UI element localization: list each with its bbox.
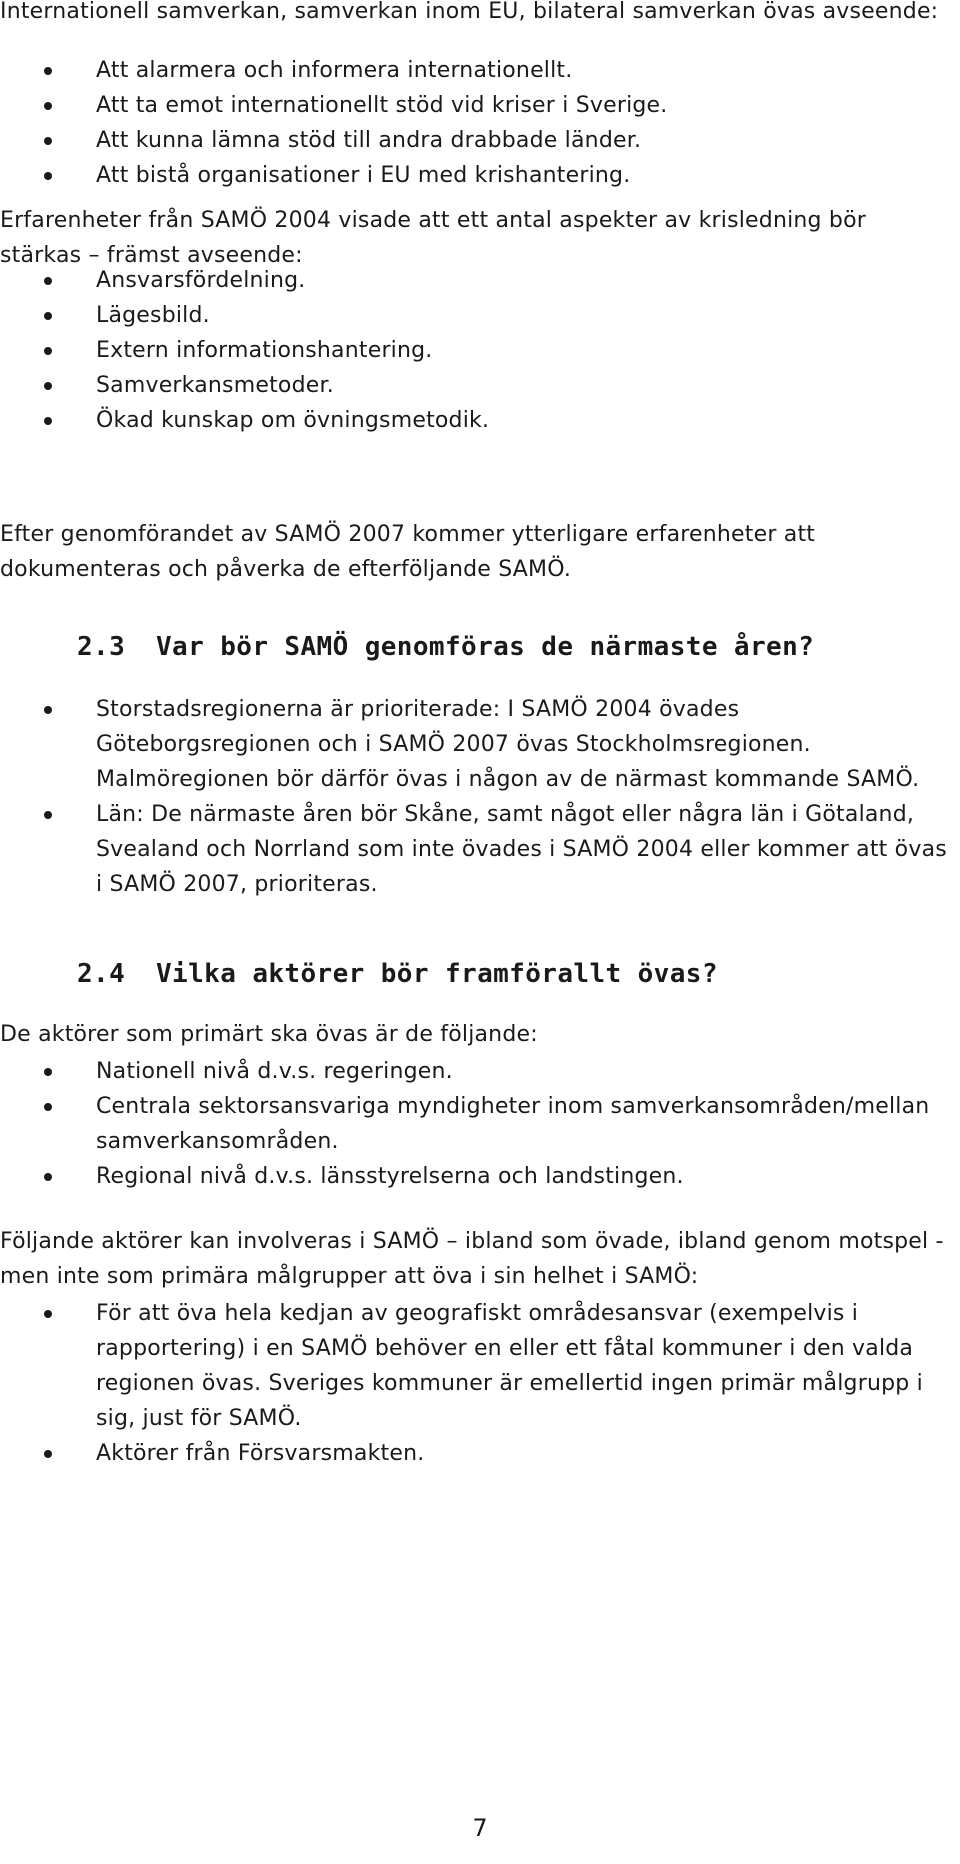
list-item: Ökad kunskap om övningsmetodik. bbox=[0, 403, 952, 438]
list-item: Att ta emot internationellt stöd vid kriser i Sverige. bbox=[0, 88, 952, 123]
list-item: Att bistå organisationer i EU med krishantering. bbox=[0, 158, 952, 193]
intl-list bbox=[0, 53, 952, 193]
bullet-icon bbox=[44, 811, 52, 819]
list-item: Storstadsregionerna är prioriterade: I SAMÖ 2004 övades Göteborgsregionen och i SAMÖ 2007 övas Stockholmsregionen. Malmöregionen bör därför övas i någon av de närmast kommande SAMÖ. bbox=[0, 692, 952, 797]
bullet-icon bbox=[44, 67, 52, 75]
section-heading-2-3 bbox=[0, 629, 952, 665]
list-item: Centrala sektorsansvariga myndigheter inom samverkansområden/mellan samverkansområden. bbox=[0, 1089, 952, 1159]
bullet-icon bbox=[44, 137, 52, 145]
bullet-icon bbox=[44, 312, 52, 320]
section-number: 2.3 bbox=[77, 632, 126, 662]
actors-list bbox=[0, 1054, 952, 1194]
section-title: Vilka aktörer bör framförallt övas? bbox=[156, 959, 718, 989]
list-item: Aktörer från Försvarsmakten. bbox=[0, 1436, 952, 1471]
list-item: Samverkansmetoder. bbox=[0, 368, 952, 403]
experience-intro: Erfarenheter från SAMÖ 2004 visade att ett antal aspekter av krisledning bör stärkas – främst avseende: bbox=[0, 208, 866, 268]
list-item: Att alarmera och informera internationellt. bbox=[0, 53, 952, 88]
bullet-icon bbox=[44, 1068, 52, 1076]
bullet-icon bbox=[44, 1310, 52, 1318]
bullet-icon bbox=[44, 1450, 52, 1458]
list-item: Extern informationshantering. bbox=[0, 333, 952, 368]
list-item: Att kunna lämna stöd till andra drabbade länder. bbox=[0, 123, 952, 158]
after-paragraph: Efter genomförandet av SAMÖ 2007 kommer ytterligare erfarenheter att dokumenteras och påverka de efterföljande SAMÖ. bbox=[0, 522, 816, 582]
bullet-icon bbox=[44, 417, 52, 425]
bullet-icon bbox=[44, 1173, 52, 1181]
intl-intro: Internationell samverkan, samverkan inom EU, bilateral samverkan övas avseende: bbox=[0, 0, 939, 24]
list-item: Regional nivå d.v.s. länsstyrelserna och landstingen. bbox=[0, 1159, 952, 1194]
list-item: Lägesbild. bbox=[0, 298, 952, 333]
other-actors-intro: Följande aktörer kan involveras i SAMÖ – ibland som övade, ibland genom motspel - men inte som primära målgrupper att öva i sin helhet i SAMÖ: bbox=[0, 1229, 944, 1289]
bullet-icon bbox=[44, 706, 52, 714]
section-2-3-list bbox=[0, 692, 952, 902]
list-item: Ansvarsfördelning. bbox=[0, 263, 952, 298]
bullet-icon bbox=[44, 277, 52, 285]
section-number: 2.4 bbox=[77, 959, 126, 989]
section-heading-2-4 bbox=[0, 956, 952, 992]
other-actors-list bbox=[0, 1296, 952, 1471]
experience-list bbox=[0, 263, 952, 438]
bullet-icon bbox=[44, 1103, 52, 1111]
bullet-icon bbox=[44, 102, 52, 110]
actors-intro: De aktörer som primärt ska övas är de följande: bbox=[0, 1022, 538, 1047]
bullet-icon bbox=[44, 172, 52, 180]
section-title: Var bör SAMÖ genomföras de närmaste åren? bbox=[156, 632, 815, 662]
list-item: Nationell nivå d.v.s. regeringen. bbox=[0, 1054, 952, 1089]
list-item: För att öva hela kedjan av geografiskt områdesansvar (exempelvis i rapportering) i en SAMÖ behöver en eller ett fåtal kommuner i den valda regionen övas. Sveriges kommuner är emellertid ingen primär målgrupp i sig, just för SAMÖ. bbox=[0, 1296, 952, 1436]
bullet-icon bbox=[44, 382, 52, 390]
bullet-icon bbox=[44, 347, 52, 355]
page-number: 7 bbox=[472, 1814, 488, 1842]
list-item: Län: De närmaste åren bör Skåne, samt något eller några län i Götaland, Svealand och Norrland som inte övades i SAMÖ 2004 eller kommer att övas i SAMÖ 2007, prioriteras. bbox=[0, 797, 952, 902]
